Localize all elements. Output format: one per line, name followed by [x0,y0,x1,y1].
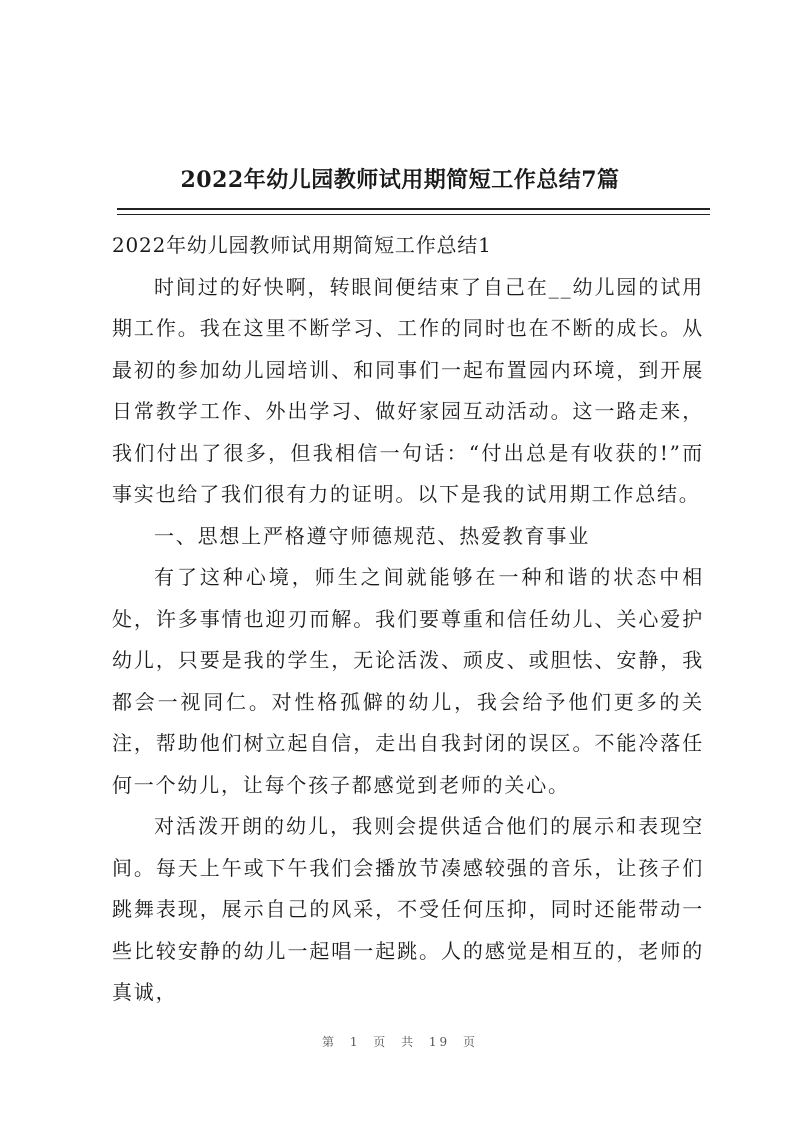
section-heading: 2022年幼儿园教师试用期简短工作总结1 [112,233,492,257]
document-body [112,225,704,1014]
paragraph-ethics: 有了这种心境，师生之间就能够在一种和谐的状态中相处，许多事情也迎刃而解。我们要尊重和信任幼儿、关心爱护幼儿，只要是我的学生，无论活泼、顽皮、或胆怯、安静，我都会一视同仁。对性格孤僻的幼儿，我会给予他们更多的关注，帮助他们树立起自信，走出自我封闭的误区。不能冷落任何一个幼儿，让每个孩子都感觉到老师的关心。 [112,565,704,797]
document-title: 2022年幼儿园教师试用期简短工作总结7篇 [180,167,620,193]
page-footer: 第 1 页 共 19 页 [322,1035,478,1049]
title-rule-thick [117,208,710,210]
paragraph-lively-children: 对活泼开朗的幼儿，我则会提供适合他们的展示和表现空间。每天上午或下午我们会播放节凑感较强的音乐，让孩子们跳舞表现，展示自己的风采，不受任何压抑，同时还能带动一些比较安静的幼儿一起唱一起跳。人的感觉是相互的，老师的真诚， [112,814,704,1004]
subheading-ethics: 一、思想上严格遵守师德规范、热爱教育事业 [154,523,590,548]
title-rule-thin [117,214,710,215]
paragraph-intro: 时间过的好快啊，转眼间便结束了自己在__幼儿园的试用期工作。我在这里不断学习、工作的同时也在不断的成长。从最初的参加幼儿园培训、和同事们一起布置园内环境，到开展日常教学工作、外出学习、做好家园互动活动。这一路走来，我们付出了很多，但我相信一句话：“付出总是有收获的!”而事实也给了我们很有力的证明。以下是我的试用期工作总结。 [112,274,704,506]
